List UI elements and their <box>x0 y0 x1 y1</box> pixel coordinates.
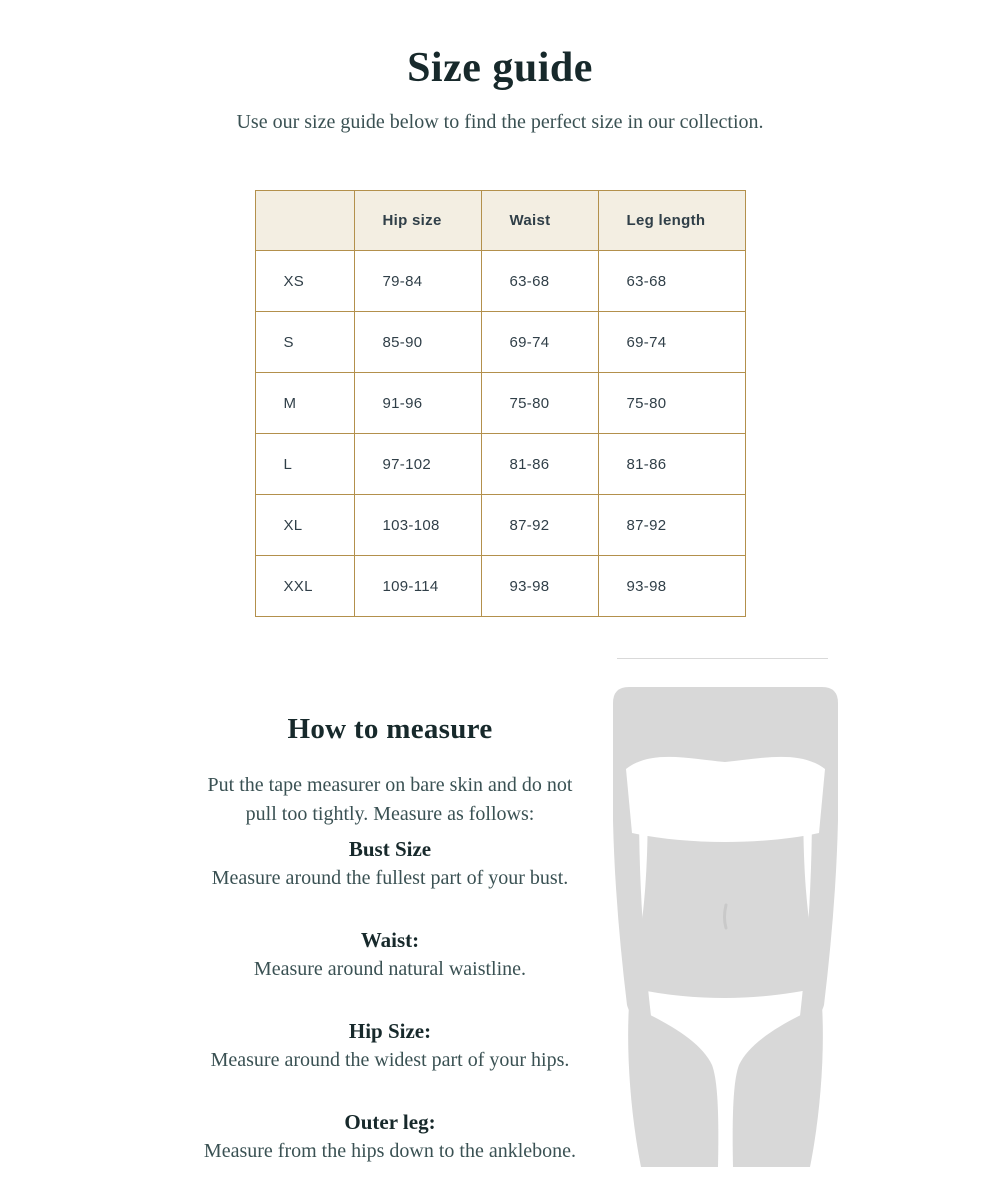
size-label: XS <box>255 251 354 312</box>
size-label: XL <box>255 495 354 556</box>
figure-column <box>613 649 838 1167</box>
silhouette-right-thigh-shape <box>733 1005 823 1167</box>
hip-value: 103-108 <box>354 495 481 556</box>
measure-instruction-hip: Measure around the widest part of your hips. <box>210 1049 570 1072</box>
measure-block-bust <box>150 835 630 893</box>
leg-value: 75-80 <box>598 373 745 434</box>
measure-label-hip: Hip Size: <box>348 1019 432 1044</box>
size-table-corner-cell <box>255 191 354 251</box>
hip-value: 85-90 <box>354 312 481 373</box>
table-row-xs <box>255 251 745 312</box>
page-subtitle: Use our size guide below to find the perfect size in our collection. <box>236 111 764 134</box>
size-table-header-waist: Waist <box>481 191 598 251</box>
silhouette-left-thigh-shape <box>628 1005 718 1167</box>
navel-crease <box>725 905 727 928</box>
measure-block-waist <box>150 926 630 984</box>
table-row-m <box>255 373 745 434</box>
leg-value: 69-74 <box>598 312 745 373</box>
size-table-header-row <box>255 191 745 251</box>
leg-value: 93-98 <box>598 556 745 617</box>
leg-value: 63-68 <box>598 251 745 312</box>
waist-value: 93-98 <box>481 556 598 617</box>
table-row-s <box>255 312 745 373</box>
size-label: S <box>255 312 354 373</box>
waist-value: 87-92 <box>481 495 598 556</box>
table-row-xxl <box>255 556 745 617</box>
hip-value: 91-96 <box>354 373 481 434</box>
waist-value: 75-80 <box>481 373 598 434</box>
size-table <box>255 190 746 617</box>
female-body-silhouette <box>613 687 838 1167</box>
waist-value: 63-68 <box>481 251 598 312</box>
table-row-xl <box>255 495 745 556</box>
measure-intro-line: pull too tightly. Measure as follows: <box>245 803 535 826</box>
size-label: XXL <box>255 556 354 617</box>
how-to-measure-heading: How to measure <box>287 713 493 746</box>
how-to-measure-text-column <box>150 649 630 1166</box>
measure-intro <box>150 771 630 829</box>
table-row-l <box>255 434 745 495</box>
section-divider <box>617 658 828 659</box>
measure-label-outer-leg: Outer leg: <box>344 1110 436 1135</box>
measure-block-outer-leg <box>150 1108 630 1166</box>
hip-value: 109-114 <box>354 556 481 617</box>
measure-instruction-bust: Measure around the fullest part of your bust. <box>211 867 569 890</box>
leg-value: 81-86 <box>598 434 745 495</box>
size-label: M <box>255 373 354 434</box>
hip-value: 79-84 <box>354 251 481 312</box>
measure-block-hip <box>150 1017 630 1075</box>
size-label: L <box>255 434 354 495</box>
measure-intro-line: Put the tape measurer on bare skin and do not <box>207 774 573 797</box>
measure-instruction-outer-leg: Measure from the hips down to the anklebone. <box>203 1140 577 1163</box>
measure-label-waist: Waist: <box>360 928 420 953</box>
page-title: Size guide <box>407 45 593 91</box>
size-table-header-leg-length: Leg length <box>598 191 745 251</box>
size-table-header-hip-size: Hip size <box>354 191 481 251</box>
waist-value: 81-86 <box>481 434 598 495</box>
measure-label-bust: Bust Size <box>348 837 432 862</box>
waist-value: 69-74 <box>481 312 598 373</box>
measure-instruction-waist: Measure around natural waistline. <box>253 958 527 981</box>
hip-value: 97-102 <box>354 434 481 495</box>
how-to-measure-section <box>0 649 1000 1189</box>
bandeau-top-shape <box>626 757 825 842</box>
leg-value: 87-92 <box>598 495 745 556</box>
